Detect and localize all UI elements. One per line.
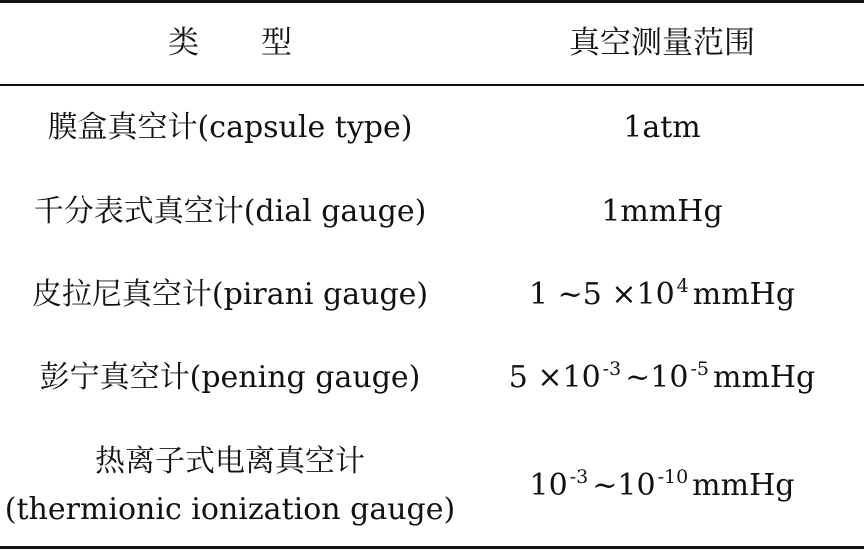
table-cell-type bbox=[0, 255, 460, 335]
range-unit: mmHg bbox=[692, 277, 796, 312]
table-cell-range bbox=[460, 172, 864, 252]
range-exponent: -10 bbox=[657, 466, 689, 488]
table-cell-type bbox=[0, 172, 460, 252]
column-header-type bbox=[0, 3, 460, 84]
table-cell-type bbox=[0, 428, 460, 544]
table-cell-range bbox=[460, 255, 864, 335]
gauge-type-text: 千分表式真空计(dial gauge) bbox=[33, 194, 427, 229]
range-base: 10 bbox=[529, 468, 568, 503]
gauge-type-text: 彭宁真空计(pening gauge) bbox=[39, 360, 421, 395]
table-cell-type bbox=[0, 88, 460, 168]
range-text bbox=[529, 466, 795, 503]
range-exponent: -3 bbox=[569, 466, 589, 488]
gauge-type-text: 皮拉尼真空计(pirani gauge) bbox=[31, 277, 429, 312]
range-unit: mmHg bbox=[713, 360, 816, 395]
gauge-type-text: 热离子式电离真空计 bbox=[94, 444, 365, 479]
range-base: ~10 bbox=[592, 468, 656, 503]
table-cell-type bbox=[0, 338, 460, 418]
range-text bbox=[528, 275, 796, 312]
column-header-range-label: 真空测量范围 bbox=[569, 25, 755, 61]
range-text bbox=[508, 358, 816, 395]
table-header-rule bbox=[0, 84, 864, 86]
range-text: 1mmHg bbox=[601, 194, 723, 229]
column-header-range bbox=[460, 3, 864, 84]
range-base: 1 ~5 ×10 bbox=[528, 277, 675, 312]
table-cell-range bbox=[460, 88, 864, 168]
range-base: 5 ×10 bbox=[508, 360, 601, 395]
table-cell-range bbox=[460, 428, 864, 544]
gauge-type-stack bbox=[4, 444, 456, 527]
range-base: ~10 bbox=[625, 360, 689, 395]
range-text: 1atm bbox=[623, 110, 701, 145]
range-exponent: -3 bbox=[602, 358, 622, 380]
gauge-type-text: 膜盒真空计(capsule type) bbox=[47, 110, 413, 145]
table-bottom-rule bbox=[0, 546, 864, 549]
range-exponent: -5 bbox=[690, 358, 709, 380]
gauge-type-text: (thermionic ionization gauge) bbox=[4, 492, 456, 527]
range-unit: mmHg bbox=[692, 468, 795, 503]
column-header-type-label: 类型 bbox=[168, 25, 354, 61]
range-exponent: 4 bbox=[676, 275, 689, 297]
table-cell-range bbox=[460, 338, 864, 418]
